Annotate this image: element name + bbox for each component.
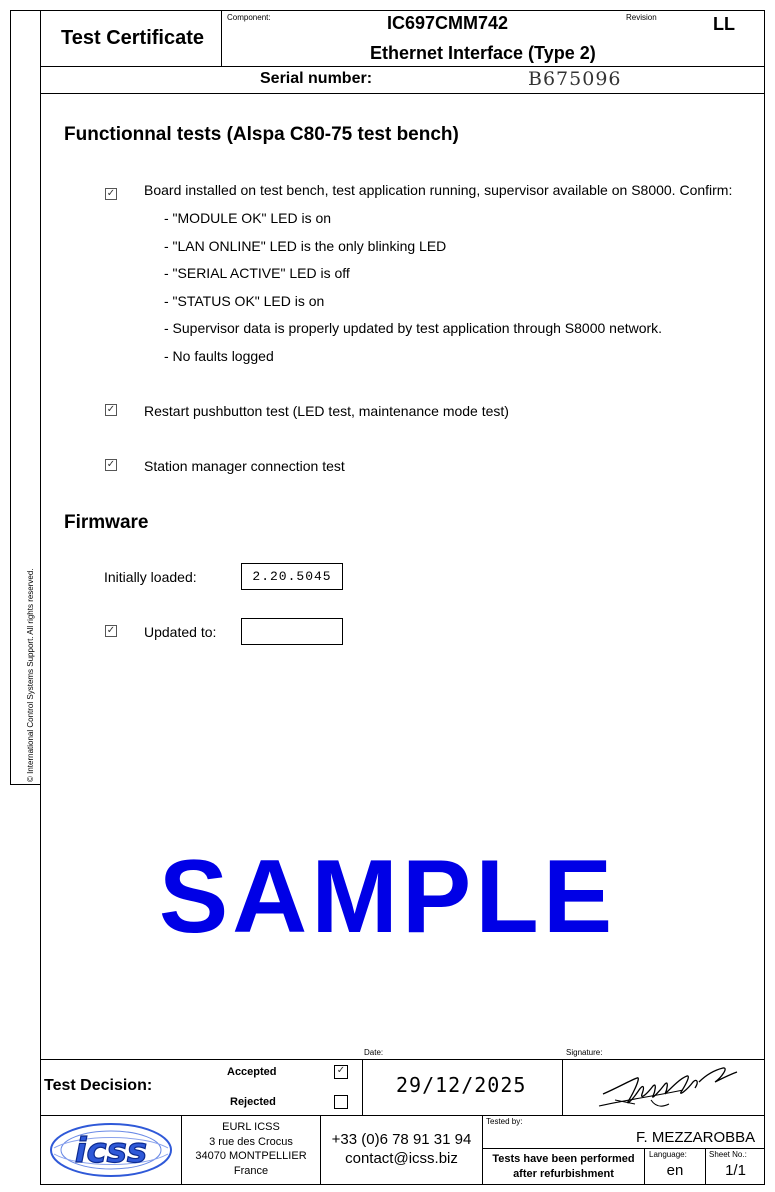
component-name: Ethernet Interface (Type 2): [370, 43, 596, 63]
tested-by-label: Tested by:: [486, 1117, 523, 1126]
test-checkbox-1[interactable]: ✓: [106, 188, 116, 199]
language-label: Language:: [649, 1150, 687, 1159]
logo-text: icss: [74, 1131, 148, 1171]
language-value: en: [666, 1162, 684, 1179]
test-item-3: Station manager connection test: [144, 458, 345, 474]
sub-item-no-faults: - No faults logged: [164, 348, 274, 364]
rejected-checkbox[interactable]: [334, 1095, 348, 1109]
footer-divider-tested-by: [482, 1148, 765, 1149]
sub-item-supervisor-data: - Supervisor data is properly updated by test application through S8000 network.: [164, 320, 663, 336]
sheet-label: Sheet No.:: [709, 1150, 747, 1159]
updated-to-label: Updated to:: [144, 624, 217, 640]
test-item-2: Restart pushbutton test (LED test, maintenance mode test): [144, 403, 509, 419]
sub-item-status-ok: - "STATUS OK" LED is on: [164, 293, 325, 309]
rejected-label: Rejected: [230, 1096, 276, 1108]
company-country: France: [233, 1164, 269, 1177]
footer-divider-mid: [40, 1115, 765, 1116]
functional-tests-title: Functionnal tests (Alspa C80-75 test bench): [64, 124, 459, 145]
header-divider-2: [40, 93, 765, 94]
tested-by-value: F. MEZZAROBBA: [636, 1129, 756, 1146]
header-divider-vertical: [221, 10, 222, 67]
updated-checkbox[interactable]: ✓: [106, 625, 116, 636]
sample-watermark: SAMPLE: [158, 839, 617, 955]
refurbishment-note: [483, 1152, 644, 1182]
test-decision-label: Test Decision:: [44, 1077, 153, 1094]
copyright-notice: © International Control Systems Support. All rights reserved.: [26, 568, 35, 782]
refurbishment-note-line-2: after refurbishment: [513, 1168, 614, 1180]
serial-value: B675096: [528, 68, 622, 90]
sub-item-lan-online: - "LAN ONLINE" LED is the only blinking LED: [164, 238, 447, 254]
accepted-checkbox[interactable]: ✓: [334, 1065, 348, 1079]
component-label: Component:: [227, 13, 271, 22]
test-checkbox-3[interactable]: ✓: [106, 459, 116, 470]
company-email[interactable]: contact@icss.biz: [345, 1150, 458, 1167]
date-value: 29/12/2025: [396, 1073, 527, 1097]
initially-loaded-value[interactable]: 2.20.5045: [241, 563, 343, 590]
signature-label: Signature:: [566, 1048, 603, 1057]
revision-label: Revision: [626, 13, 657, 22]
sub-item-serial-active: - "SERIAL ACTIVE" LED is off: [164, 265, 350, 281]
company-city: 34070 MONTPELLIER: [195, 1150, 307, 1162]
footer-divider-date-right: [562, 1059, 563, 1115]
company-name: EURL ICSS: [222, 1121, 280, 1133]
sheet-value: 1/1: [725, 1162, 746, 1179]
header-divider-1: [40, 66, 765, 67]
company-street: 3 rue des Crocus: [209, 1135, 293, 1148]
company-phone: +33 (0)6 78 91 31 94: [331, 1131, 472, 1148]
date-label: Date:: [364, 1048, 384, 1057]
icss-logo: [44, 1118, 178, 1182]
firmware-title: Firmware: [64, 512, 149, 533]
revision-value: LL: [713, 14, 735, 34]
component-code: IC697CMM742: [387, 13, 509, 33]
test-checkbox-2[interactable]: ✓: [106, 404, 116, 415]
refurbishment-note-line-1: Tests have been performed: [492, 1153, 635, 1165]
certificate-title: Test Certificate: [61, 27, 205, 49]
test-item-1: Board installed on test bench, test application running, supervisor available on S8000. Confirm:: [144, 182, 733, 198]
signature-image: [595, 1060, 745, 1112]
updated-to-value[interactable]: [241, 618, 343, 645]
company-address: [182, 1120, 320, 1178]
sub-item-module-ok: - "MODULE OK" LED is on: [164, 210, 332, 226]
footer-divider-date-left: [362, 1059, 363, 1115]
accepted-label: Accepted: [227, 1066, 277, 1078]
initially-loaded-label: Initially loaded:: [104, 569, 197, 585]
serial-label: Serial number:: [260, 70, 373, 87]
sidebar-strip: [10, 10, 40, 785]
